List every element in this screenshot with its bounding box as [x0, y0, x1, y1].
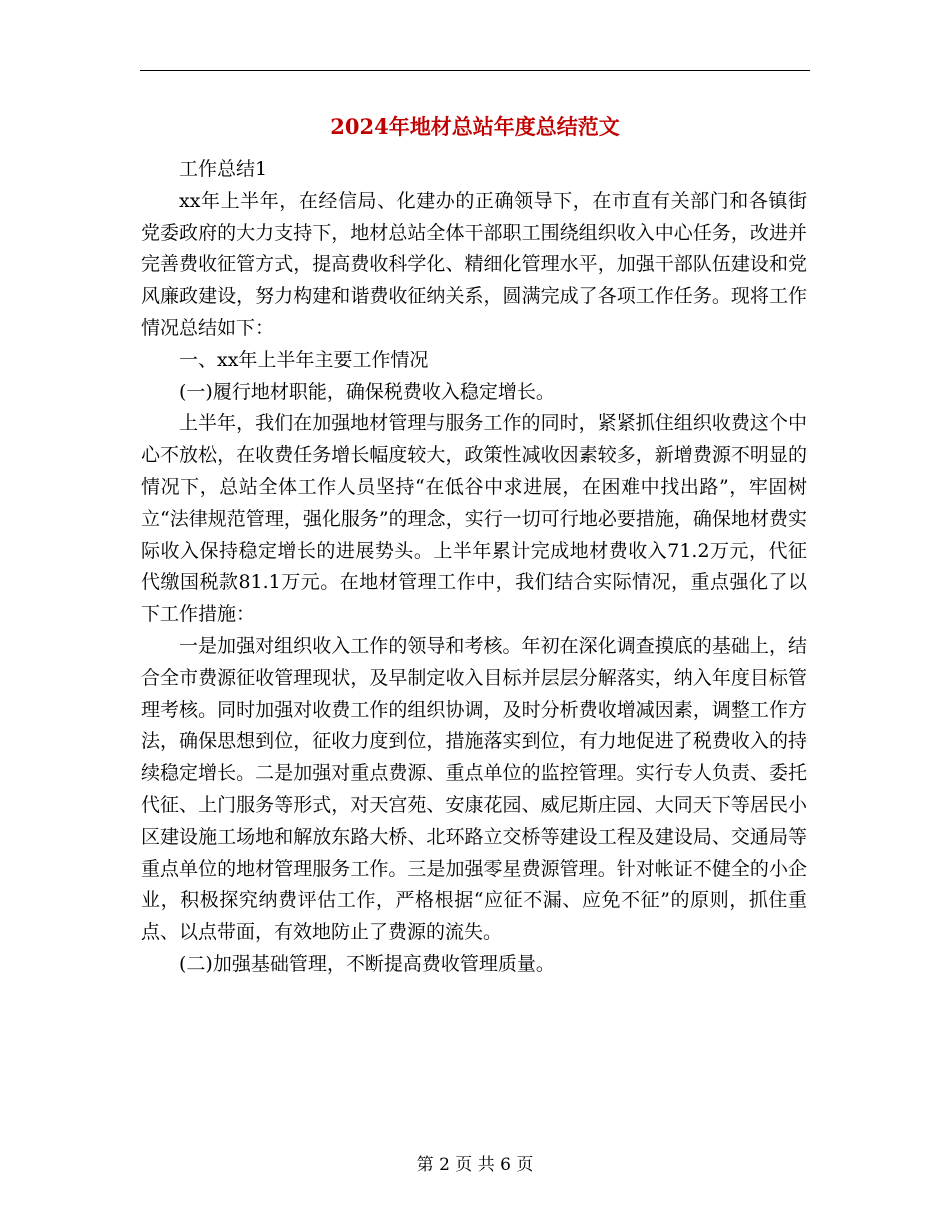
- body-paragraph: 一是加强对组织收入工作的领导和考核。年初在深化调查摸底的基础上，结合全市费源征收管理现状，及早制定收入目标并层层分解落实，纳入年度目标管理考核。同时加强对收费工作的组织协调，及时分析费收增减因素，调整工作方法，确保思想到位，征收力度到位，措施落实到位，有力地促进了税费收入的持续稳定增长。二是加强对重点费源、重点单位的监控管理。实行专人负责、委托代征、上门服务等形式，对天宫苑、安康花园、威尼斯庄园、大同天下等居民小区建设施工场地和解放东路大桥、北环路立交桥等建设工程及建设局、交通局等重点单位的地材管理服务工作。三是加强零星费源管理。针对帐证不健全的小企业，积极探究纳费评估工作，严格根据“应征不漏、应免不征”的原则，抓住重点、以点带面，有效地防止了费源的流失。: [141, 634, 807, 944]
- section-heading-work-summary: 工作总结1: [179, 158, 268, 180]
- subsection-heading-2: (二)加强基础管理，不断提高费收管理质量。: [179, 952, 555, 975]
- section-heading-main-work: 一、xx年上半年主要工作情况: [179, 348, 429, 371]
- page-number-footer: 第 2 页 共 6 页: [416, 1155, 534, 1175]
- header-rule: [140, 70, 810, 71]
- document-title: 2024年地材总站年度总结范文: [330, 114, 620, 139]
- subsection-heading-1: (一)履行地材职能，确保税费收入稳定增长。: [179, 380, 555, 403]
- body-paragraph: 上半年，我们在加强地材管理与服务工作的同时，紧紧抓住组织收费这个中心不放松，在收费任务增长幅度较大，政策性减收因素较多，新增费源不明显的情况下，总站全体工作人员坚持“在低谷中求进展，在困难中找出路”，牢固树立“法律规范管理，强化服务”的理念，实行一切可行地必要措施，确保地材费实际收入保持稳定增长的进展势头。上半年累计完成地材费收入71.2万元，代征代缴国税款81.1万元。在地材管理工作中，我们结合实际情况，重点强化了以下工作措施：: [141, 412, 807, 626]
- document-body: [141, 154, 807, 981]
- intro-paragraph: xx年上半年，在经信局、化建办的正确领导下，在市直有关部门和各镇街党委政府的大力支持下，地材总站全体干部职工围绕组织收入中心任务，改进并完善费收征管方式，提高费收科学化、精细化管理水平，加强干部队伍建设和党风廉政建设，努力构建和谐费收征纳关系，圆满完成了各项工作任务。现将工作情况总结如下：: [141, 189, 807, 339]
